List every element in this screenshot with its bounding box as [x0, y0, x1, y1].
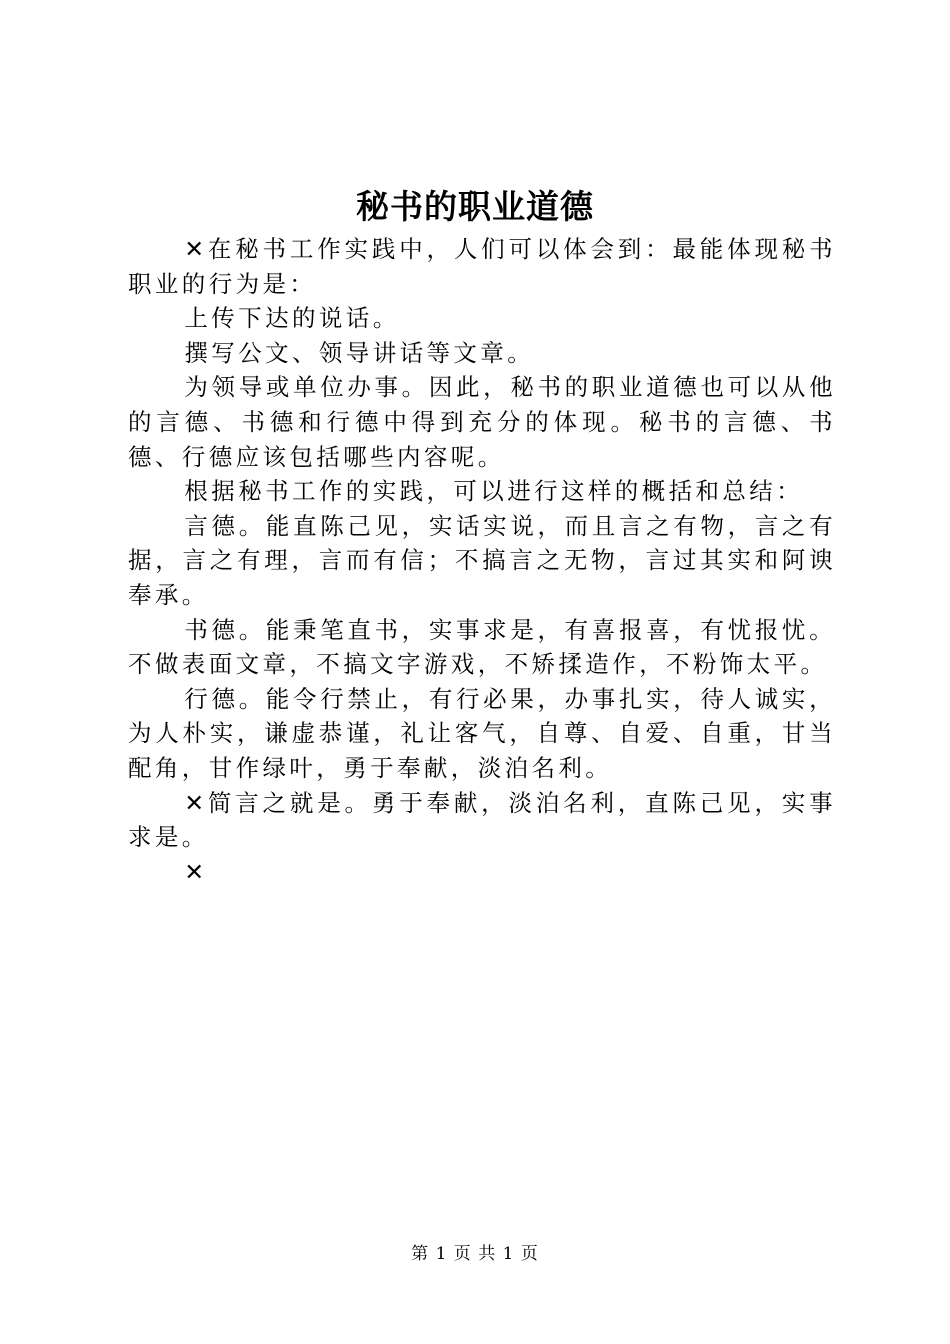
paragraph: 撰写公文、领导讲话等文章。	[184, 338, 535, 367]
document-body	[128, 232, 836, 889]
paragraph: 书德。能秉笔直书，实事求是，有喜报喜，有忧报忧。不做表面文章，不搞文字游戏，不矫揉造作，不粉饰太平。	[128, 615, 836, 679]
paragraph: ✕在秘书工作实践中，人们可以体会到：最能体现秘书职业的行为是：	[128, 235, 836, 298]
paragraph: 上传下达的说话。	[184, 304, 400, 333]
paragraph: 根据秘书工作的实践，可以进行这样的概括和总结：	[184, 477, 804, 506]
paragraph: 为领导或单位办事。因此，秘书的职业道德也可以从他的言德、书德和行德中得到充分的体现。秘书的言德、书德、行德应该包括哪些内容呢。	[128, 373, 836, 471]
paragraph: 行德。能令行禁止，有行必果，办事扎实，待人诚实，为人朴实，谦虚恭谨，礼让客气，自尊、自爱、自重，甘当配角，甘作绿叶，勇于奉献，淡泊名利。	[128, 684, 836, 782]
paragraph: ✕	[184, 857, 208, 886]
document-title: 秘书的职业道德	[356, 187, 594, 226]
paragraph: ✕简言之就是。勇于奉献，淡泊名利，直陈己见，实事求是。	[128, 788, 836, 852]
page-number-footer: 第 1 页 共 1 页	[411, 1244, 539, 1264]
paragraph: 言德。能直陈己见，实话实说，而且言之有物，言之有据，言之有理，言而有信；不搞言之无物，言过其实和阿谀奉承。	[128, 511, 836, 609]
